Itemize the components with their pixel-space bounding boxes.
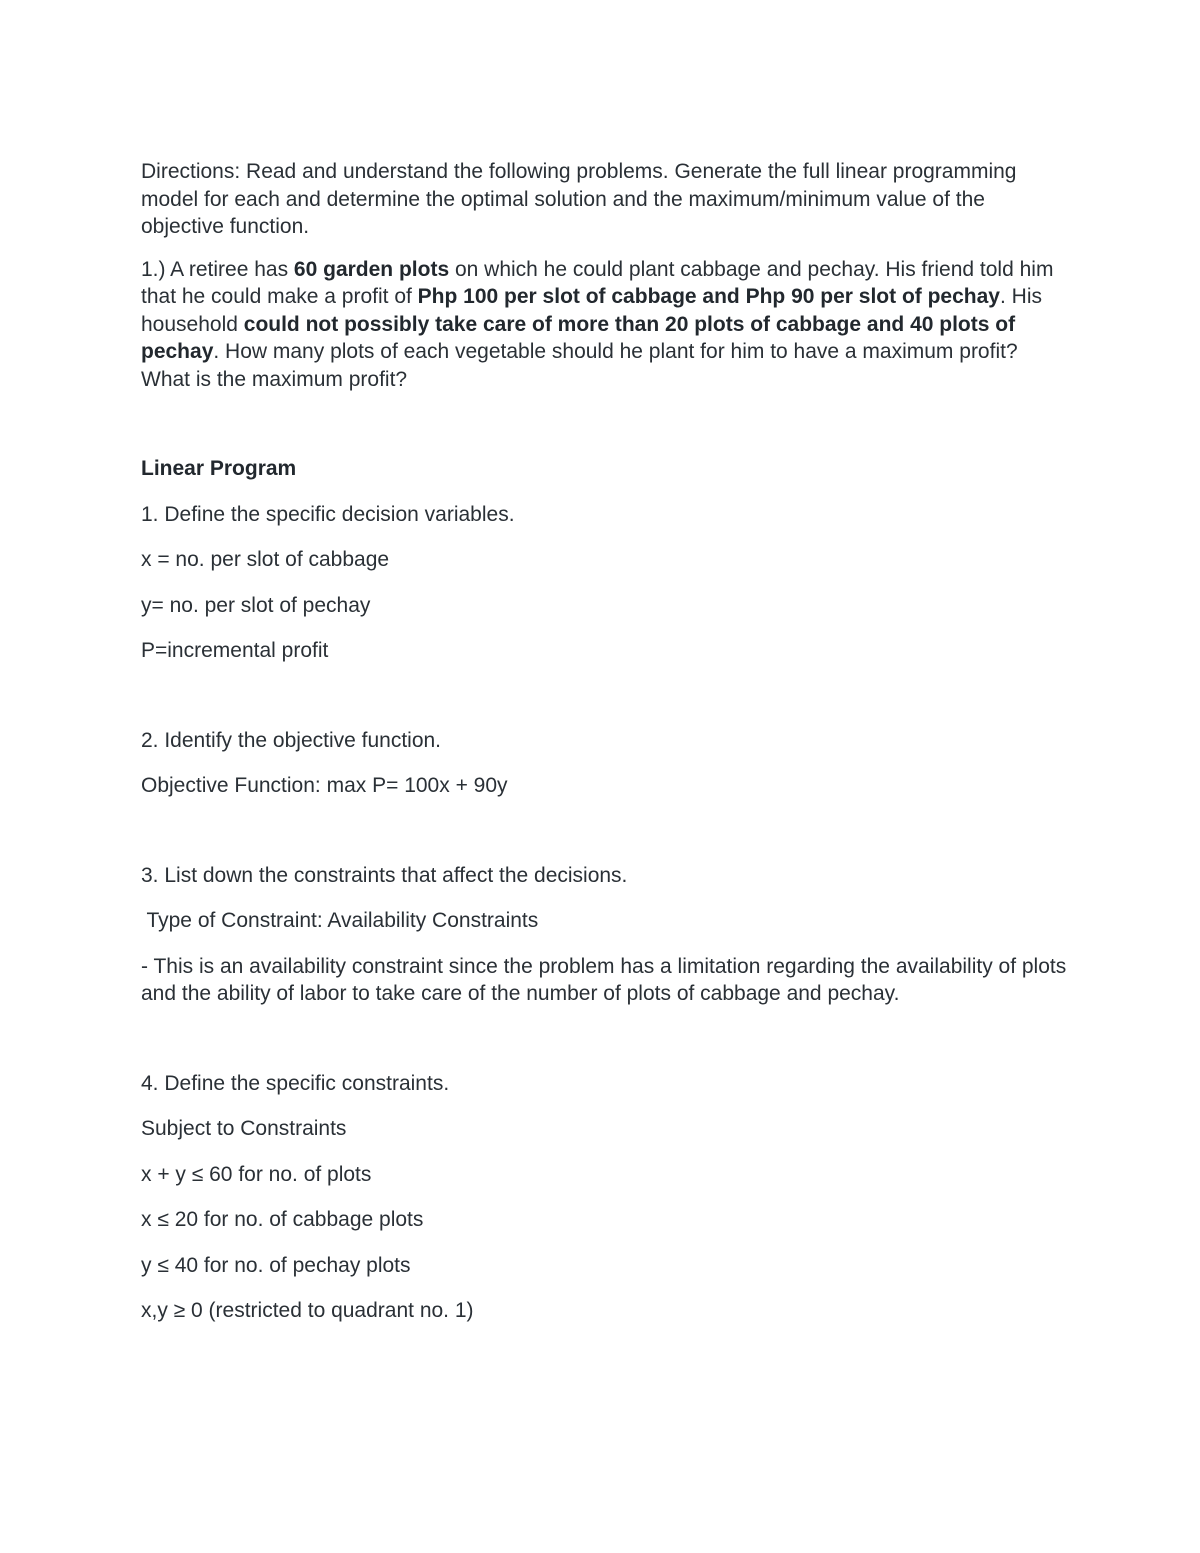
problem-statement xyxy=(141,256,1071,394)
constraint-cabbage: x ≤ 20 for no. of cabbage plots xyxy=(141,1208,424,1231)
constraint-pechay: y ≤ 40 for no. of pechay plots xyxy=(141,1253,411,1277)
problem-bold-plots: 60 garden plots xyxy=(293,257,450,281)
problem-text-2: on which he could plant cabbage and pechay. His friend told him that he could make a profit of xyxy=(141,257,1054,308)
linear-program-heading: Linear Program xyxy=(141,457,297,480)
subject-to-label: Subject to Constraints xyxy=(141,1117,347,1140)
constraint-type: Type of Constraint: Availability Constraints xyxy=(141,909,539,932)
problem-bold-capacity: could not possibly take care of more than 20 plots of cabbage and 40 plots of pechay xyxy=(141,312,1016,363)
variable-x: x = no. per slot of cabbage xyxy=(141,548,390,571)
step2-title: 2. Identify the objective function. xyxy=(141,728,442,752)
problem-text-4: . How many plots of each vegetable should he plant for him to have a maximum profit? What is the maximum profit? xyxy=(141,340,1018,391)
step4-title: 4. Define the specific constraints. xyxy=(141,1071,450,1095)
constraint-nonnegativity: x,y ≥ 0 (restricted to quadrant no. 1) xyxy=(141,1299,474,1322)
problem-bold-profit: Php 100 per slot of cabbage and Php 90 per slot of pechay xyxy=(417,285,1000,308)
step3-title: 3. List down the constraints that affect the decisions. xyxy=(141,863,628,887)
objective-function: Objective Function: max P= 100x + 90y xyxy=(141,774,508,797)
directions-text: Directions: Read and understand the following problems. Generate the full linear programming model for each and determine the optimal solution and the maximum/minimum value of the objective function. xyxy=(141,160,1017,238)
step1-title: 1. Define the specific decision variables. xyxy=(141,502,515,526)
document-body xyxy=(141,158,1071,1325)
constraint-explanation: - This is an availability constraint since the problem has a limitation regarding the availability of plots and the ability of labor to take care of the number of plots of cabbage and pechay. xyxy=(141,954,1067,1005)
problem-text-1: 1.) A retiree has xyxy=(141,257,294,281)
variable-p: P=incremental profit xyxy=(141,639,329,662)
problem-text-3: . His household xyxy=(141,285,1042,336)
variable-y: y= no. per slot of pechay xyxy=(141,593,371,617)
constraint-total-plots: x + y ≤ 60 for no. of plots xyxy=(141,1162,372,1186)
